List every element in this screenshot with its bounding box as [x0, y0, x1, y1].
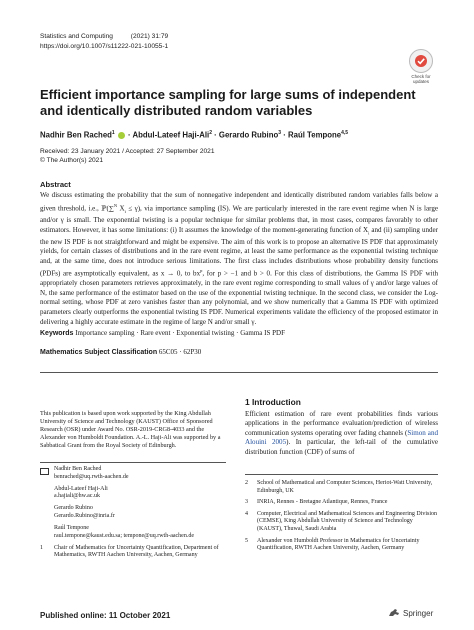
- author-name[interactable]: Abdul-Lateef Haji-Ali: [132, 130, 210, 140]
- keywords-line: [40, 329, 285, 337]
- orcid-icon[interactable]: [118, 132, 125, 139]
- affiliation-number: 4: [245, 510, 248, 517]
- author-name[interactable]: Gerardo Rubino: [218, 130, 279, 140]
- affiliation-entry: [245, 538, 438, 553]
- author-affil-ref: 3: [278, 130, 282, 136]
- introduction-text: Efficient estimation of rare event probabilities finds various applications in the performance evaluation/prediction of wireless communication systems operating over fading channels (Simon and Alouini 2005). In particular, the left-tail of the cumulative distribution function (CDF) of sums of: [245, 410, 439, 456]
- affiliations-block: [245, 480, 438, 557]
- author-list: Nadhir Ben Rached$^1$ · Abdul-Lateef Haji-Ali$^2$ · Gerardo Rubino$^3$ · Raúl Tempone$^{4,5}$: [40, 130, 349, 140]
- author-affil-ref: 1: [111, 130, 115, 136]
- contact-name: Nadhir Ben Rached: [54, 466, 102, 472]
- keywords-label: Keywords: [40, 330, 74, 337]
- contact-name: Gerardo Rubino: [54, 505, 93, 512]
- contact-entry: [40, 486, 226, 501]
- contact-name: Raúl Tempone: [54, 525, 89, 532]
- author-name[interactable]: Nadhir Ben Rached: [40, 130, 112, 140]
- check-badge-label: Check for updates: [411, 74, 431, 84]
- envelope-icon: [40, 468, 49, 475]
- paper-title: Efficient importance sampling for large sums of independent and identically distributed random variables: [40, 87, 416, 118]
- check-updates-icon: [409, 49, 433, 73]
- author-affil-ref: 4,5: [341, 130, 349, 136]
- doi-link[interactable]: https://doi.org/10.1007/s11222-021-10055-1: [40, 43, 169, 50]
- contact-email[interactable]: Gerardo.Rubino@inria.fr: [54, 512, 115, 519]
- msc-line: [40, 348, 201, 356]
- published-online: Published online: 11 October 2021: [40, 611, 171, 620]
- keywords-items: Importance sampling · Rare event · Exponential twisting · Gamma IS PDF: [75, 329, 285, 337]
- contact-entry: [40, 525, 226, 540]
- abstract-heading: Abstract: [40, 180, 71, 189]
- abstract-text: We discuss estimating the probability that the sum of nonnegative independent and identically distributed random variables falls below a given threshold, i.e., ℙ(∑$^N$ $X_i \le \gamma$), via importance sampling (IS). We are particularly interested in the rare event regime when N is large and/or γ is small. The exponential twisting is a popular technique for similar problems that, in most cases, compares favorably to other estimators. However, it has some limitations: (i) It assumes the knowledge of the moment-generating function of $X_i$ and (ii) sampling under the new IS PDF is not straightforward and might be expensive. The aim of this work is to propose an alternative IS PDF that approximately yields, for certain classes of distributions and in the rare event regime, at least the same performance as the exponential twisting technique and, at the same time, does not introduce serious limitations. The first class includes distributions whose probability density functions (PDFs) are asymptotically equivalent, as x → 0, to $bx^p$, for p > −1 and b > 0. For this class of distributions, the Gamma IS PDF with appropriately chosen parameters retrieves approximately, in the rare event regime corresponding to small values of γ and/or large values of N, the same performance of the estimator based on the use of the exponential twisting technique. In the second class, we consider the Log-normal setting, whose PDF at zero vanishes faster than any polynomial, and we show numerically that a Gamma IS PDF with optimized parameters clearly outperforms the exponential twisting IS PDF. Numerical experiments validate the efficiency of the proposed estimator in delivering a highly accurate estimate in the regime of large N and/or small γ.: [40, 191, 438, 326]
- received-accepted: Received: 23 January 2021 / Accepted: 27 September 2021: [40, 148, 215, 155]
- affiliation-entry: [245, 480, 438, 495]
- contact-entry: [40, 505, 226, 520]
- dates-block: [40, 148, 215, 166]
- author-name[interactable]: Raúl Tempone: [287, 130, 342, 140]
- publisher-logo: [388, 608, 433, 618]
- journal-name: Statistics and Computing: [40, 33, 113, 40]
- msc-label: Mathematics Subject Classification: [40, 349, 158, 356]
- affiliation-entry: [245, 499, 438, 507]
- contact-name: Abdul-Lateef Haji-Ali: [54, 485, 108, 492]
- journal-volume: (2021) 31:79: [130, 33, 169, 40]
- contact-email[interactable]: raul.tempone@kaust.edu.sa; tempone@uq.rwth-aachen.de: [54, 532, 195, 539]
- contact-email[interactable]: benrached@uq.rwth-aachen.de: [54, 473, 129, 480]
- check-for-updates-badge[interactable]: [406, 49, 436, 84]
- affiliation-text: INRIA, Rennes - Bretagne Atlantique, Rennes, France: [257, 499, 388, 506]
- springer-horse-icon: [388, 608, 400, 617]
- citation-link[interactable]: Simon and Alouini 2005: [245, 428, 438, 447]
- funding-note: This publication is based upon work supported by the King Abdullah University of Science and Technology (KAUST) Office of Sponsored Research (OSR) under Award No. OSR-2019-CRG8-4033 and the Alexander von Humboldt Foundation. A.-L. Haji-Ali was supported by a Sabbatical Grant from the Royal Society of Edinburgh.: [40, 410, 221, 449]
- affiliation-text: School of Mathematical and Computer Sciences, Heriot-Watt University, Edinburgh, UK: [257, 480, 433, 494]
- affiliation-text: Chair of Mathematics for Uncertainty Quantification, Department of Mathematics, RWTH Aachen University, Aachen, Germany: [54, 544, 219, 559]
- author-affil-ref: 2: [209, 130, 212, 136]
- affiliation-text: Alexander von Humboldt Professor in Mathematics for Uncertainty Quantification, RWTH Aachen University, Aachen, Germany: [257, 537, 420, 552]
- contacts-block: [40, 466, 226, 560]
- affiliation-number: 2: [245, 480, 248, 486]
- contact-email[interactable]: a.hajiali@hw.ac.uk: [54, 493, 100, 500]
- affiliation-number: 1: [40, 544, 43, 551]
- affiliation-number: 5: [245, 537, 248, 544]
- affiliations-divider: [245, 474, 438, 475]
- copyright: © The Author(s) 2021: [40, 156, 104, 164]
- section-divider: [40, 372, 438, 373]
- contact-entry: [40, 466, 226, 481]
- affiliation-number: 3: [245, 499, 248, 506]
- journal-line: [40, 33, 168, 40]
- introduction-heading: 1 Introduction: [245, 397, 301, 407]
- publisher-name: Springer: [403, 609, 434, 618]
- affiliation-text: Computer, Electrical and Mathematical Sciences and Engineering Division (CEMSE), King Abdullah University of Science and Technology (KAUST), Thuwal, Saudi Arabia: [257, 510, 438, 532]
- msc-codes: 65C05 · 62P30: [158, 348, 202, 356]
- affiliation-entry: [245, 511, 438, 534]
- affiliation-entry: [40, 545, 226, 560]
- contacts-divider: [40, 462, 226, 463]
